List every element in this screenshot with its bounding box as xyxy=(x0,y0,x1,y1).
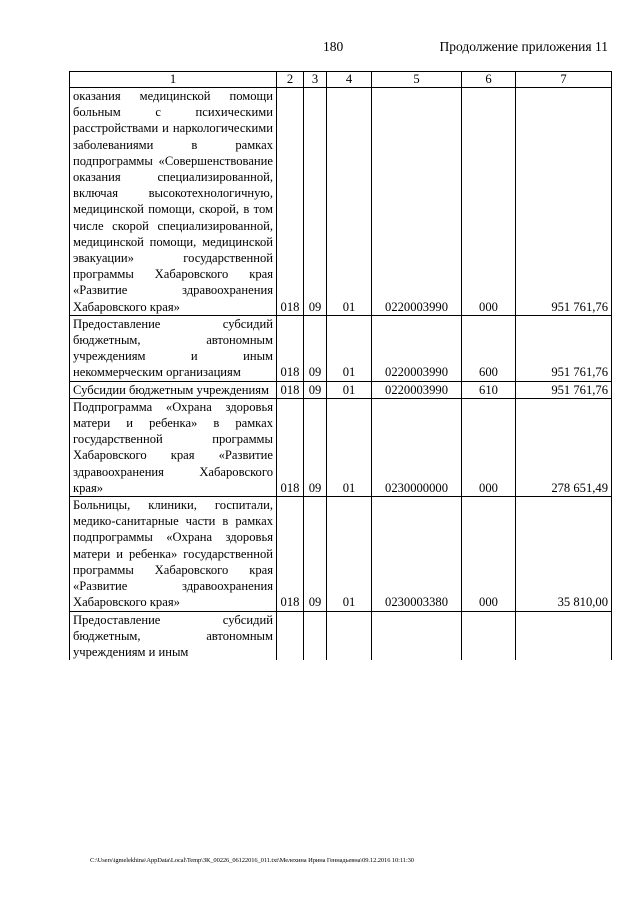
expense-type-code xyxy=(462,611,516,660)
table-row xyxy=(70,611,612,660)
budget-table xyxy=(69,71,612,660)
row-name: Подпрограмма «Охрана здоровья матери и ребенка» в рамках государственной программы Хабаровского края «Развитие здравоохранения Хабаровского края» xyxy=(70,398,277,496)
row-name: оказания медицинской помощи больным с психическими расстройствами и наркологическими заболеваниями в рамках подпрограммы «Совершенствование оказания специализированной, включая высокотехнологичную, медицинской помощи, скорой, в том числе скорой специализированной, медицинской помощи, медицинской эвакуации» государственной программы Хабаровского края «Развитие здравоохранения Хабаровского края» xyxy=(70,88,277,316)
row-name: Предоставление субсидий бюджетным, автономным учреждениям и иным некоммерческим организациям xyxy=(70,315,277,381)
table-row xyxy=(70,398,612,496)
section-code: 09 xyxy=(304,88,327,316)
file-path-footer: C:\Users\igmelekhina\AppData\Local\Temp\ЗК_00226_06122016_011.txt\Мелехина Ирина Геннадьевна\09.12.2016 10:11:30 xyxy=(90,857,414,864)
subsection-code xyxy=(327,611,372,660)
table-row xyxy=(70,497,612,611)
ministry-code: 018 xyxy=(277,497,304,611)
table-row xyxy=(70,315,612,381)
subsection-code: 01 xyxy=(327,497,372,611)
subsection-code: 01 xyxy=(327,381,372,398)
ministry-code: 018 xyxy=(277,381,304,398)
expense-type-code: 600 xyxy=(462,315,516,381)
section-code: 09 xyxy=(304,315,327,381)
target-article-code: 0230003380 xyxy=(372,497,462,611)
ministry-code: 018 xyxy=(277,315,304,381)
ministry-code xyxy=(277,611,304,660)
row-name: Субсидии бюджетным учреждениям xyxy=(70,381,277,398)
target-article-code: 0220003990 xyxy=(372,381,462,398)
target-article-code: 0220003990 xyxy=(372,88,462,316)
ministry-code: 018 xyxy=(277,398,304,496)
column-header: 1 xyxy=(70,72,277,88)
amount: 35 810,00 xyxy=(516,497,612,611)
ministry-code: 018 xyxy=(277,88,304,316)
table-row xyxy=(70,88,612,316)
section-code xyxy=(304,611,327,660)
table-header-row xyxy=(70,72,612,88)
column-header: 2 xyxy=(277,72,304,88)
section-code: 09 xyxy=(304,398,327,496)
target-article-code: 0230000000 xyxy=(372,398,462,496)
expense-type-code: 000 xyxy=(462,398,516,496)
row-name: Предоставление субсидий бюджетным, автономным учреждениям и иным xyxy=(70,611,277,660)
section-code: 09 xyxy=(304,497,327,611)
page-number: 180 xyxy=(323,39,344,54)
subsection-code: 01 xyxy=(327,315,372,381)
expense-type-code: 610 xyxy=(462,381,516,398)
table-row xyxy=(70,381,612,398)
column-header: 7 xyxy=(516,72,612,88)
column-header: 6 xyxy=(462,72,516,88)
amount: 951 761,76 xyxy=(516,381,612,398)
subsection-code: 01 xyxy=(327,398,372,496)
expense-type-code: 000 xyxy=(462,497,516,611)
amount: 951 761,76 xyxy=(516,315,612,381)
row-name: Больницы, клиники, госпитали, медико-санитарные части в рамках подпрограммы «Охрана здоровья матери и ребенка» государственной программы Хабаровского края «Развитие здравоохранения Хабаровского края» xyxy=(70,497,277,611)
section-code: 09 xyxy=(304,381,327,398)
column-header: 3 xyxy=(304,72,327,88)
column-header: 4 xyxy=(327,72,372,88)
subsection-code: 01 xyxy=(327,88,372,316)
amount xyxy=(516,611,612,660)
target-article-code xyxy=(372,611,462,660)
page-header xyxy=(0,39,640,59)
amount: 951 761,76 xyxy=(516,88,612,316)
expense-type-code: 000 xyxy=(462,88,516,316)
column-header: 5 xyxy=(372,72,462,88)
amount: 278 651,49 xyxy=(516,398,612,496)
appendix-continuation-label: Продолжение приложения 11 xyxy=(439,39,608,54)
target-article-code: 0220003990 xyxy=(372,315,462,381)
